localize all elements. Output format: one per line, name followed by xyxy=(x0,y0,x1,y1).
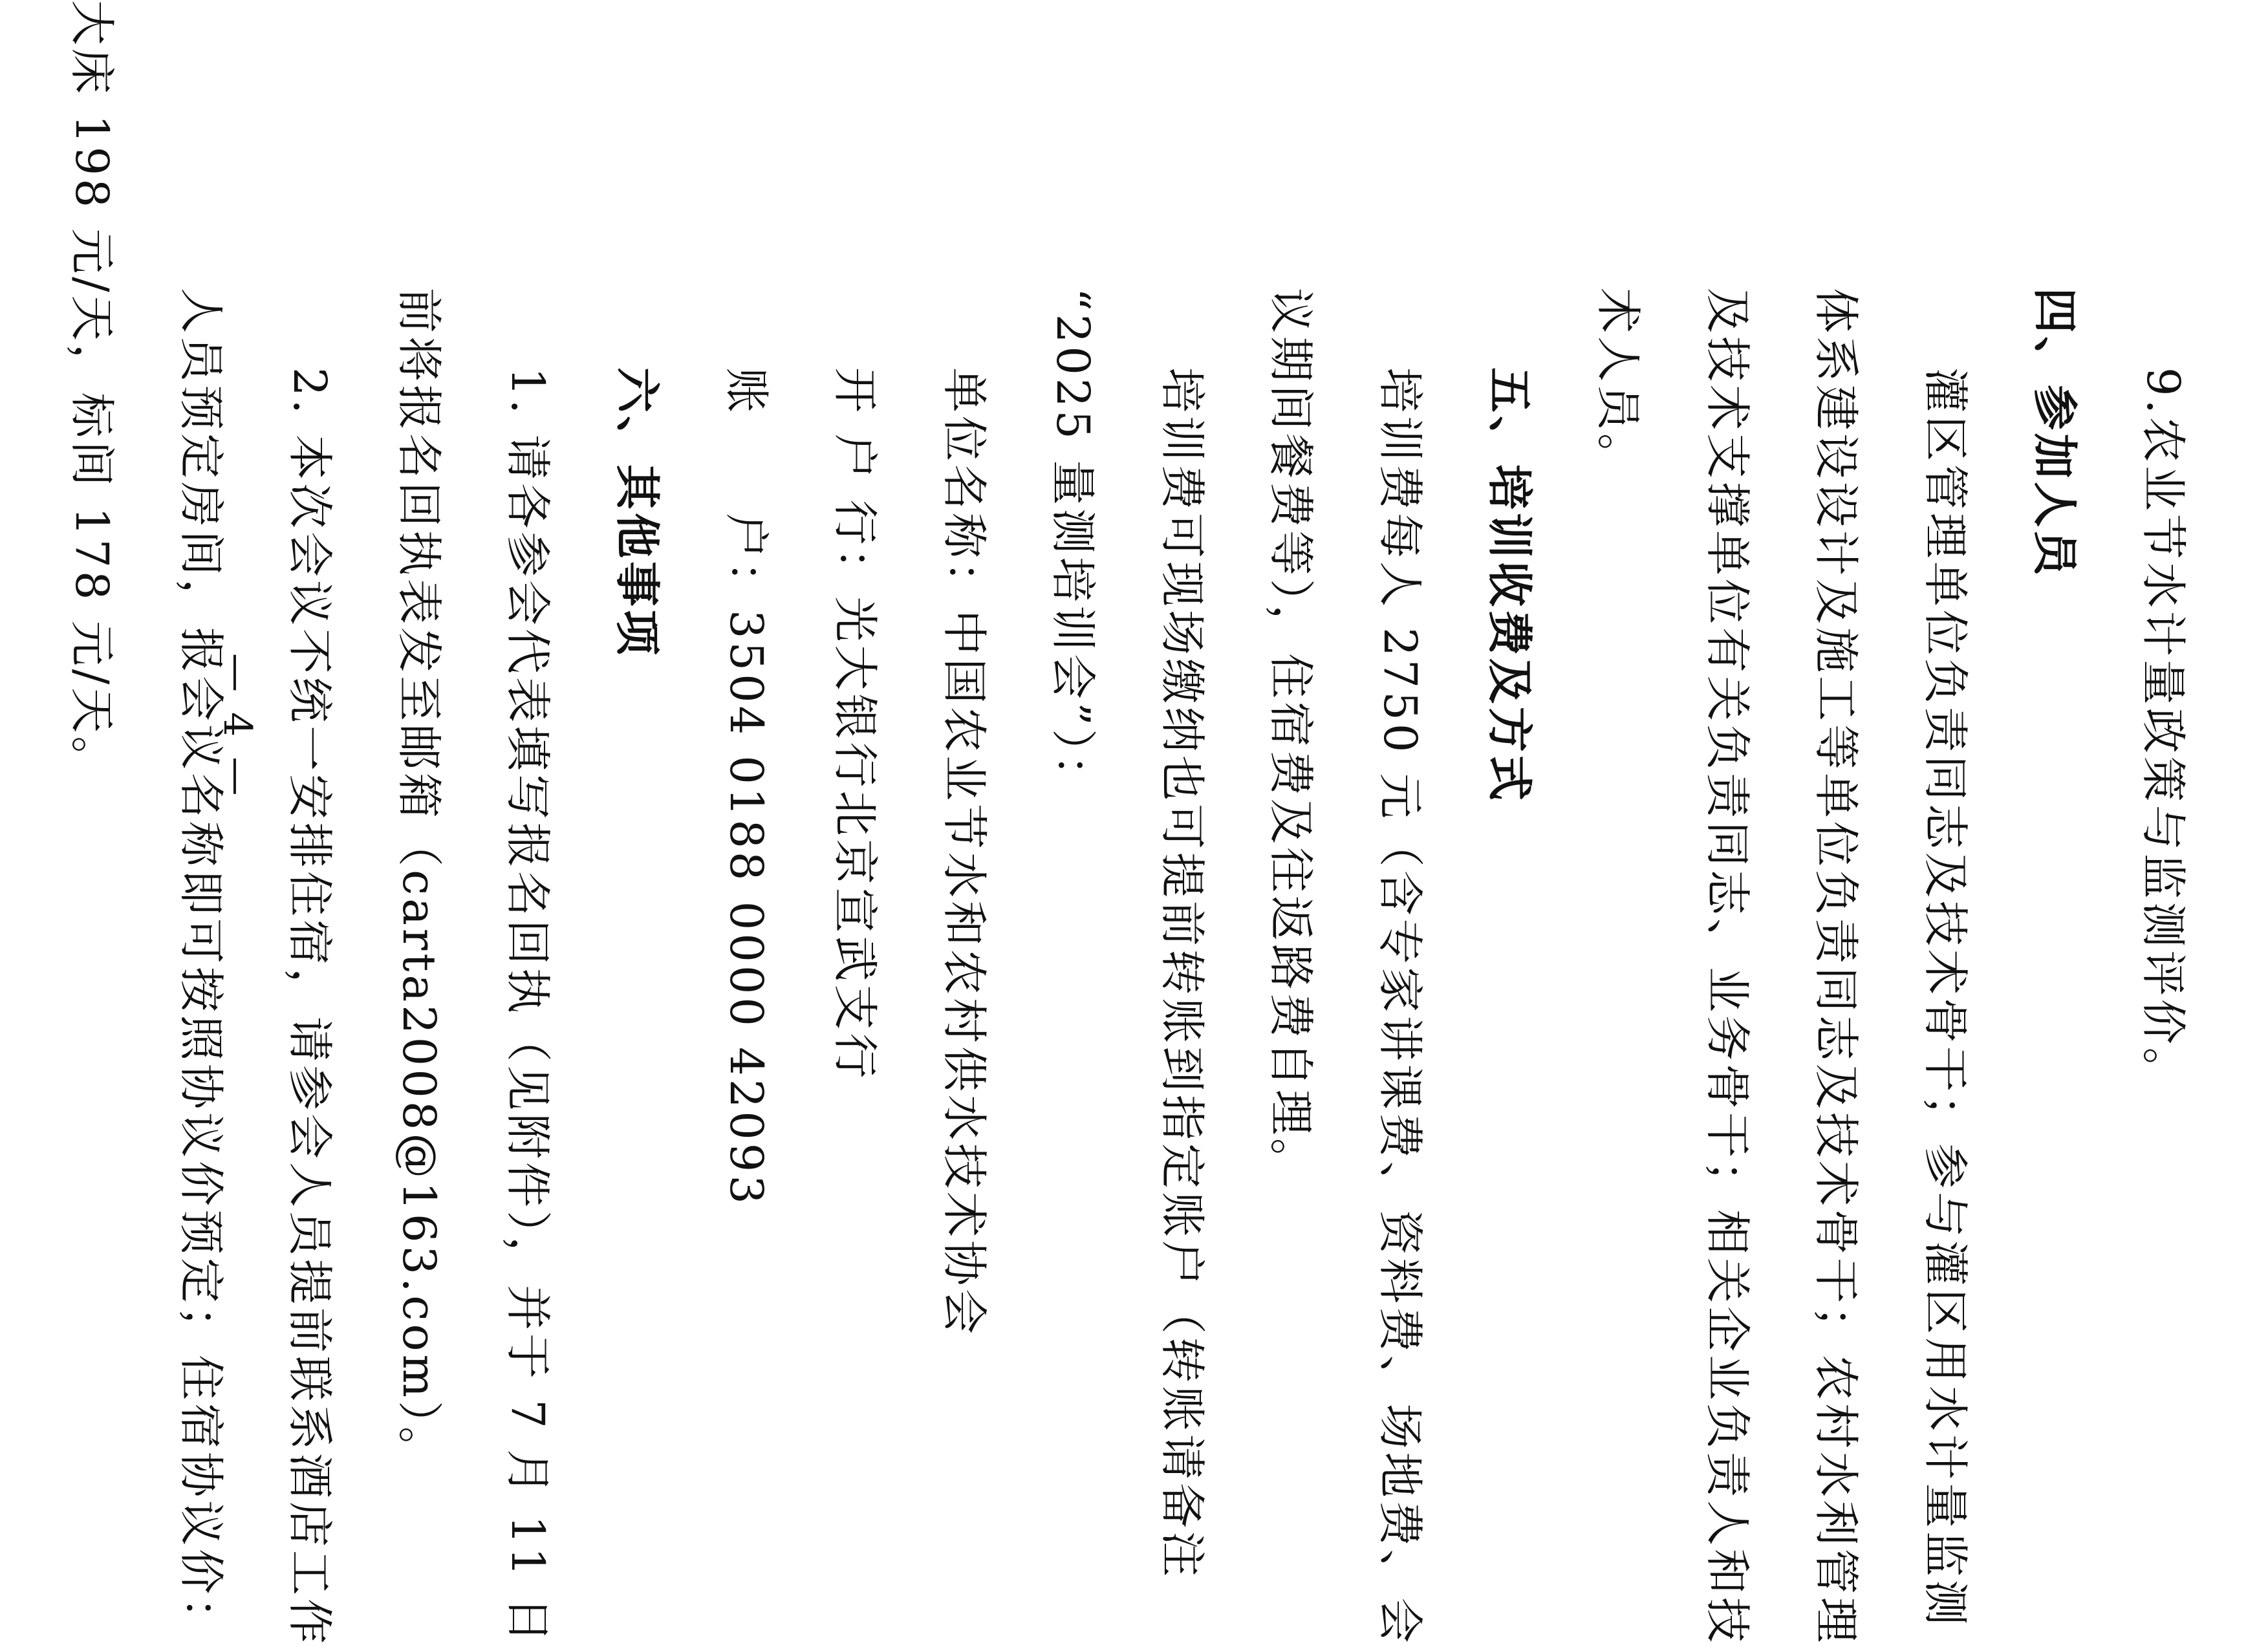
text-line: 人员预定房间，报会议名称即可按照协议价预定；住宿协议价： xyxy=(175,288,228,1646)
text-line: “2025 量测培训会”）： xyxy=(1046,288,1099,803)
section-heading: 六、其他事项 xyxy=(610,367,664,658)
page-number: — 4 — xyxy=(215,653,260,800)
section-heading: 五、培训收费及方式 xyxy=(1483,367,1536,804)
text-line: 议期间餐费等），住宿费及往返路费自理。 xyxy=(1264,288,1317,1187)
text-line: 体系建设设计及施工等单位负责同志及技术骨干；农村水利管理 xyxy=(1809,288,1863,1646)
text-line: 培训费每人 2750 元（含专家讲课费、资料费、场地费、会 xyxy=(1374,367,1427,1646)
section-heading: 四、参加人员 xyxy=(2028,288,2081,579)
text-line: 培训费可现场缴纳也可提前转账到指定账户（转账请备注 xyxy=(1156,367,1209,1580)
text-line: 大床 198 元/天，标间 178 元/天。 xyxy=(65,0,118,785)
text-line: 2. 本次会议不统一安排住宿，请参会人员提前联系酒店工作 xyxy=(283,367,336,1647)
text-line: 灌区管理单位负责同志及技术骨干；参与灌区用水计量监测 xyxy=(1919,367,1972,1628)
text-line: 9.农业节水计量政策与监测评价。 xyxy=(2137,367,2190,1096)
text-line: 开 户 行：光大银行北京宣武支行 xyxy=(828,367,881,1082)
text-line: 前将报名回执表发至邮箱（carta2008@163.com）。 xyxy=(393,288,446,1475)
text-line: 术人员。 xyxy=(1592,288,1645,482)
text-line: 1. 请各参会代表填写报名回执（见附件），并于 7 月 11 日 xyxy=(501,367,554,1646)
text-line: 账 户：3504 0188 0000 42093 xyxy=(720,367,773,1207)
text-line: 单位名称：中国农业节水和农村供水技术协会 xyxy=(938,367,991,1337)
text-line: 及技术支撑单位有关负责同志、业务骨干；相关企业负责人和技 xyxy=(1701,288,1754,1646)
